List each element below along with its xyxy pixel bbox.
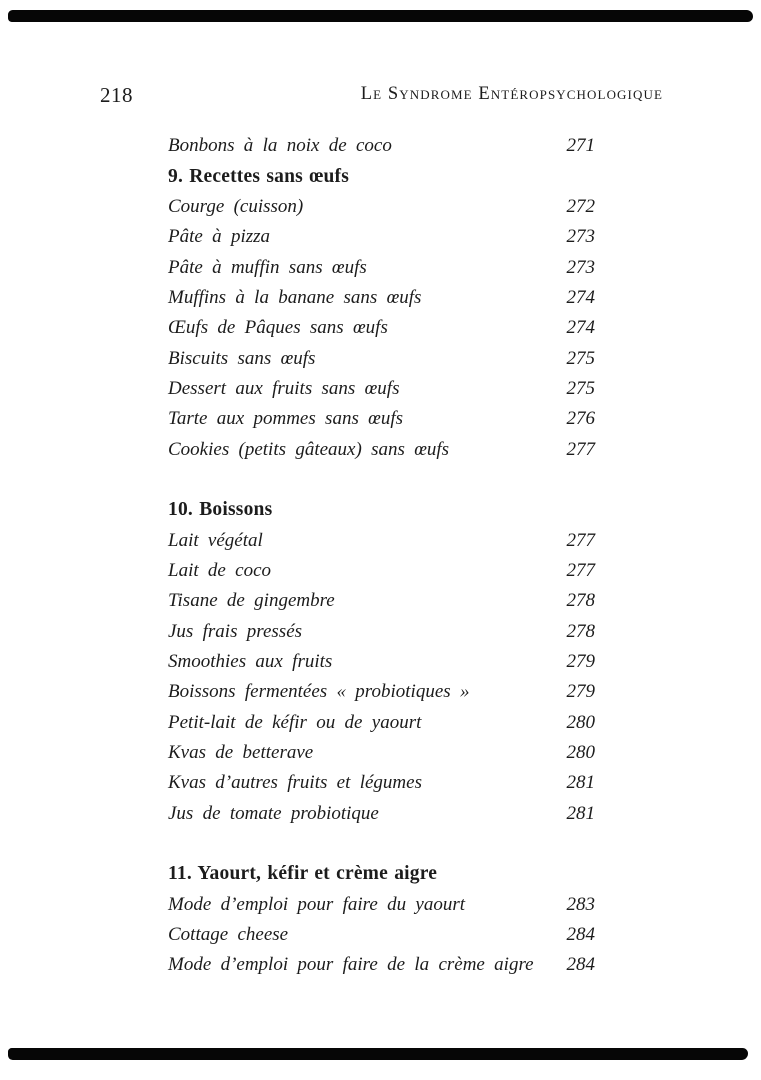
toc-entry: [168, 525, 595, 555]
toc-entry: [168, 252, 595, 282]
toc-entry-page-number: 280: [566, 742, 595, 764]
toc-entry-label: Cookies (petits gâteaux) sans œufs: [168, 438, 450, 460]
toc-entry: [168, 708, 595, 738]
toc-entry-page-number: 277: [566, 438, 595, 460]
toc-entry-label: Bonbons à la noix de coco: [168, 135, 392, 157]
toc-heading-label: 9. Recettes sans œufs: [168, 165, 350, 187]
toc-entry-page-number: 271: [566, 135, 595, 157]
toc-entry-page-number: 272: [566, 195, 595, 217]
toc-entry: [168, 738, 595, 768]
toc-entry-label: Biscuits sans œufs: [168, 347, 316, 369]
toc-entry: [168, 374, 595, 404]
toc-entry-page-number: 277: [566, 559, 595, 581]
table-of-contents: [168, 131, 595, 981]
toc-entry-label: Courge (cuisson): [168, 195, 304, 217]
running-title: Le Syndrome Entéropsychologique: [360, 84, 663, 104]
toc-entry-page-number: 278: [566, 590, 595, 612]
toc-section-heading: [168, 495, 595, 525]
toc-entry: [168, 283, 595, 313]
toc-entry-label: Kvas de betterave: [168, 742, 314, 764]
toc-entry: [168, 677, 595, 707]
toc-heading-label: 10. Boissons: [168, 499, 273, 521]
toc-entry-page-number: 280: [566, 711, 595, 733]
toc-section-heading: [168, 161, 595, 191]
toc-entry-label: Pâte à muffin sans œufs: [168, 256, 367, 278]
toc-entry: [168, 556, 595, 586]
toc-entry-label: Jus frais pressés: [168, 620, 303, 642]
toc-entry-page-number: 278: [566, 620, 595, 642]
toc-entry: [168, 222, 595, 252]
toc-entry-page-number: 281: [566, 802, 595, 824]
toc-entry: [168, 434, 595, 464]
toc-entry: [168, 192, 595, 222]
toc-heading-label: 11. Yaourt, kéfir et crème aigre: [168, 863, 438, 885]
toc-entry: [168, 313, 595, 343]
toc-entry-label: Mode d’emploi pour faire de la crème aigre: [168, 954, 534, 976]
toc-entry-page-number: 284: [566, 924, 595, 946]
toc-entry: [168, 617, 595, 647]
toc-entry: [168, 799, 595, 829]
toc-entry: [168, 920, 595, 950]
toc-entry-label: Tarte aux pommes sans œufs: [168, 408, 404, 430]
toc-entry-page-number: 274: [566, 286, 595, 308]
toc-entry-page-number: 273: [566, 226, 595, 248]
toc-entry: [168, 950, 595, 980]
toc-entry-label: Jus de tomate probiotique: [168, 802, 379, 824]
toc-spacer: [168, 829, 595, 859]
toc-section-heading: [168, 859, 595, 889]
toc-entry-label: Œufs de Pâques sans œufs: [168, 317, 388, 339]
page-number: 218: [100, 83, 133, 107]
toc-entry-page-number: 277: [566, 529, 595, 551]
toc-entry-page-number: 279: [566, 651, 595, 673]
toc-entry: [168, 404, 595, 434]
toc-entry-label: Lait de coco: [168, 559, 272, 581]
toc-entry-page-number: 273: [566, 256, 595, 278]
toc-entry-page-number: 284: [566, 954, 595, 976]
toc-entry-page-number: 281: [566, 772, 595, 794]
toc-entry-label: Muffins à la banane sans œufs: [168, 286, 422, 308]
scan-artifact-bar-top: [8, 10, 753, 22]
toc-entry: [168, 343, 595, 373]
toc-entry-page-number: 275: [566, 377, 595, 399]
toc-entry-label: Pâte à pizza: [168, 226, 271, 248]
toc-entry-label: Lait végétal: [168, 529, 263, 551]
toc-entry-label: Petit-lait de kéfir ou de yaourt: [168, 711, 422, 733]
toc-entry-label: Kvas d’autres fruits et légumes: [168, 772, 422, 794]
toc-entry: [168, 890, 595, 920]
toc-entry-label: Dessert aux fruits sans œufs: [168, 377, 400, 399]
toc-entry-page-number: 279: [566, 681, 595, 703]
toc-entry-label: Boissons fermentées « probiotiques »: [168, 681, 470, 703]
toc-entry: [168, 768, 595, 798]
toc-entry: [168, 647, 595, 677]
scan-artifact-bar-bottom: [8, 1048, 748, 1060]
toc-entry: [168, 586, 595, 616]
toc-spacer: [168, 465, 595, 495]
toc-entry: [168, 131, 595, 161]
toc-entry-page-number: 276: [566, 408, 595, 430]
running-head: [0, 83, 761, 109]
toc-entry-label: Tisane de gingembre: [168, 590, 335, 612]
toc-entry-label: Smoothies aux fruits: [168, 651, 333, 673]
toc-entry-label: Cottage cheese: [168, 924, 289, 946]
toc-entry-page-number: 274: [566, 317, 595, 339]
toc-entry-page-number: 283: [566, 893, 595, 915]
toc-entry-label: Mode d’emploi pour faire du yaourt: [168, 893, 466, 915]
toc-entry-page-number: 275: [566, 347, 595, 369]
